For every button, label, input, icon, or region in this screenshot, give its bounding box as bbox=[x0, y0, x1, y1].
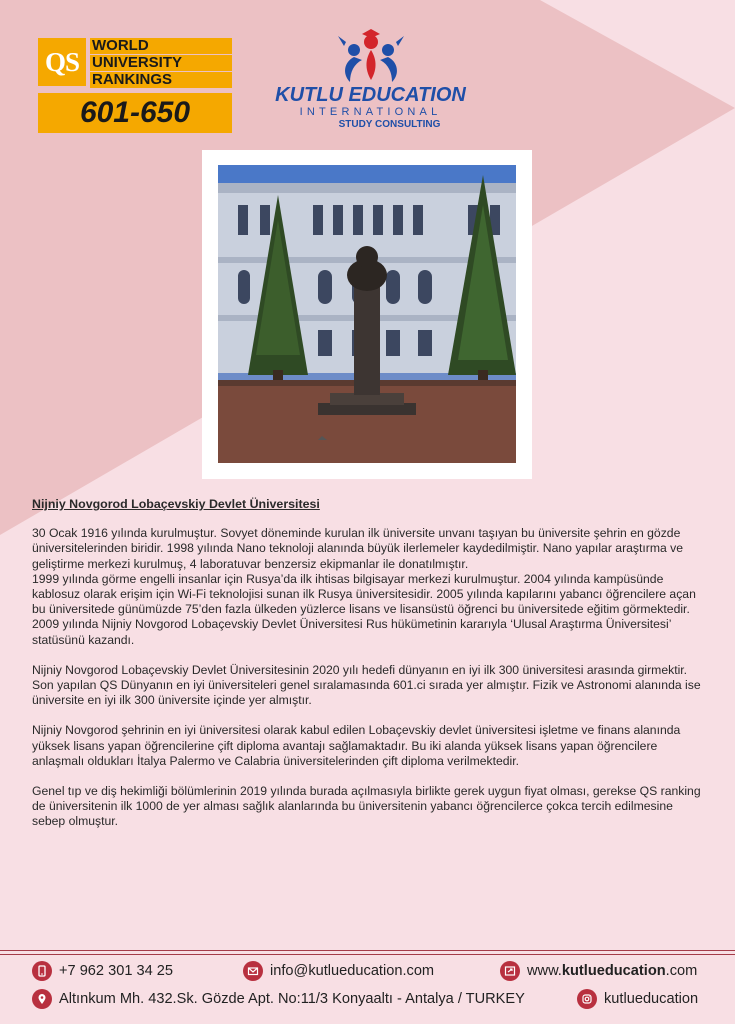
email-address: info@kutlueducation.com bbox=[270, 963, 435, 979]
footer-instagram[interactable] bbox=[577, 989, 698, 1009]
footer-phone[interactable] bbox=[32, 961, 173, 981]
university-building-photo bbox=[218, 165, 516, 463]
kutlu-education-logo bbox=[258, 28, 483, 133]
footer-website[interactable] bbox=[500, 961, 697, 981]
brand-sub: INTERNATIONAL bbox=[299, 106, 442, 118]
qs-ranking-badge bbox=[38, 38, 232, 88]
footer-divider bbox=[0, 950, 735, 951]
phone-number: +7 962 301 34 25 bbox=[59, 963, 174, 979]
paragraph-4: Genel tıp ve diş hekimliği bölümlerinin 2019 yılında burada açılmasıyla birlikte gerek uygun fiyat olması, gerekse QS ranking de üniversitenin ilk 1000 de yer alması sağlık alanlarında bu üniversitenin yabancı öğrencilerce çokca tercih edilmesine sebep olmuştur. bbox=[32, 784, 701, 829]
instagram-icon bbox=[577, 989, 597, 1009]
brand-sub2: STUDY CONSULTING bbox=[338, 119, 441, 130]
qs-line-university: UNIVERSITY bbox=[90, 55, 232, 71]
email-icon bbox=[243, 961, 263, 981]
article-heading: Nijniy Novgorod Lobaçevskiy Devlet Üniversitesi bbox=[32, 497, 320, 511]
website-prefix: www. bbox=[527, 963, 562, 979]
paragraph-3: Nijniy Novgorod şehrinin en iyi üniversitesi olarak kabul edilen Lobaçevskiy devlet üniversitesi işletme ve finans alanında yüksek lisans yapan öğrencilerine çift diploma avantajı sağlamaktadır. Bu iki alanda yüksek lisans yapan öğrencilere anlaşmalı oldukları İtalya Palermo ve Calabria üniversitelerinden çift diploma verilmektedir. bbox=[32, 723, 681, 768]
brand-name: KUTLU EDUCATION bbox=[275, 84, 466, 106]
web-icon bbox=[500, 961, 520, 981]
qs-logo: QS bbox=[38, 38, 86, 86]
paragraph-2: Nijniy Novgorod Lobaçevskiy Devlet Üniversitesinin 2020 yılı hedefi dünyanın en iyi ilk 300 üniversitesi arasında girmektir. Son yapılan QS Dünyanın en iyi üniversiteleri genel sıralamasında 601.ci sırada yer almıştır. Fizik ve Astronomi alanında ise üniversite en iyi ilk 300 üniversite içinde yer almıştır. bbox=[32, 662, 701, 708]
paragraph-1a: 30 Ocak 1916 yılında kurulmuştur. Sovyet döneminde kurulan ilk üniversite unvanı taşıyan bu üniversite şehrin en gözde üniversitelerinden biridir. 1998 yılında Nano teknoloji alanında büyük ilerlemeler kaydedilmiştir. Nano yapılar araştırma ve geliştirme merkezi kurulmuş, 4 laboratuvar benzersiz ekipmanlar ile donatılmıştır. bbox=[32, 526, 684, 571]
footer-divider-2 bbox=[0, 954, 735, 955]
qs-line-world: WORLD bbox=[90, 38, 232, 54]
qs-line-rankings: RANKINGS bbox=[90, 72, 232, 88]
location-pin-icon bbox=[32, 989, 52, 1009]
phone-icon bbox=[32, 961, 52, 981]
qs-rank-value: 601-650 bbox=[38, 93, 232, 133]
graduates-icon bbox=[336, 28, 406, 86]
paragraph-1 bbox=[32, 526, 704, 648]
photo-frame bbox=[202, 150, 532, 479]
article bbox=[32, 497, 704, 845]
address-text: Altınkum Mh. 432.Sk. Gözde Apt. No:11/3 Konyaaltı - Antalya / TURKEY bbox=[59, 991, 525, 1007]
footer-email[interactable] bbox=[243, 961, 434, 981]
website-domain: kutlueducation bbox=[561, 963, 666, 979]
website-suffix: .com bbox=[665, 963, 698, 979]
footer-address bbox=[32, 989, 525, 1009]
instagram-handle: kutlueducation bbox=[604, 991, 699, 1007]
paragraph-1b: 1999 yılında görme engelli insanlar için Rusya’da ilk ihtisas bilgisayar merkezi kurulmuştur. 2004 yılında kampüsünde kablosuz olarak erişim için Wi-Fi teknolojisi sunan ilk Rusya üniversitesidir. 2005 yılında kapılarını yabancı öğrencilere açan bu üniversitede günümüzde 75’den fazla ülkeden yüzlerce lisans ve lisansüstü öğrenci bu üniversitede eğitim görmektedir. 2009 yılında Nijniy Novgorod Lobaçevskiy Devlet Üniversitesi Rus hükümetinin kararıyla ‘Ulusal Araştırma Üniversitesi’ statüsünü kazandı. bbox=[32, 571, 696, 647]
